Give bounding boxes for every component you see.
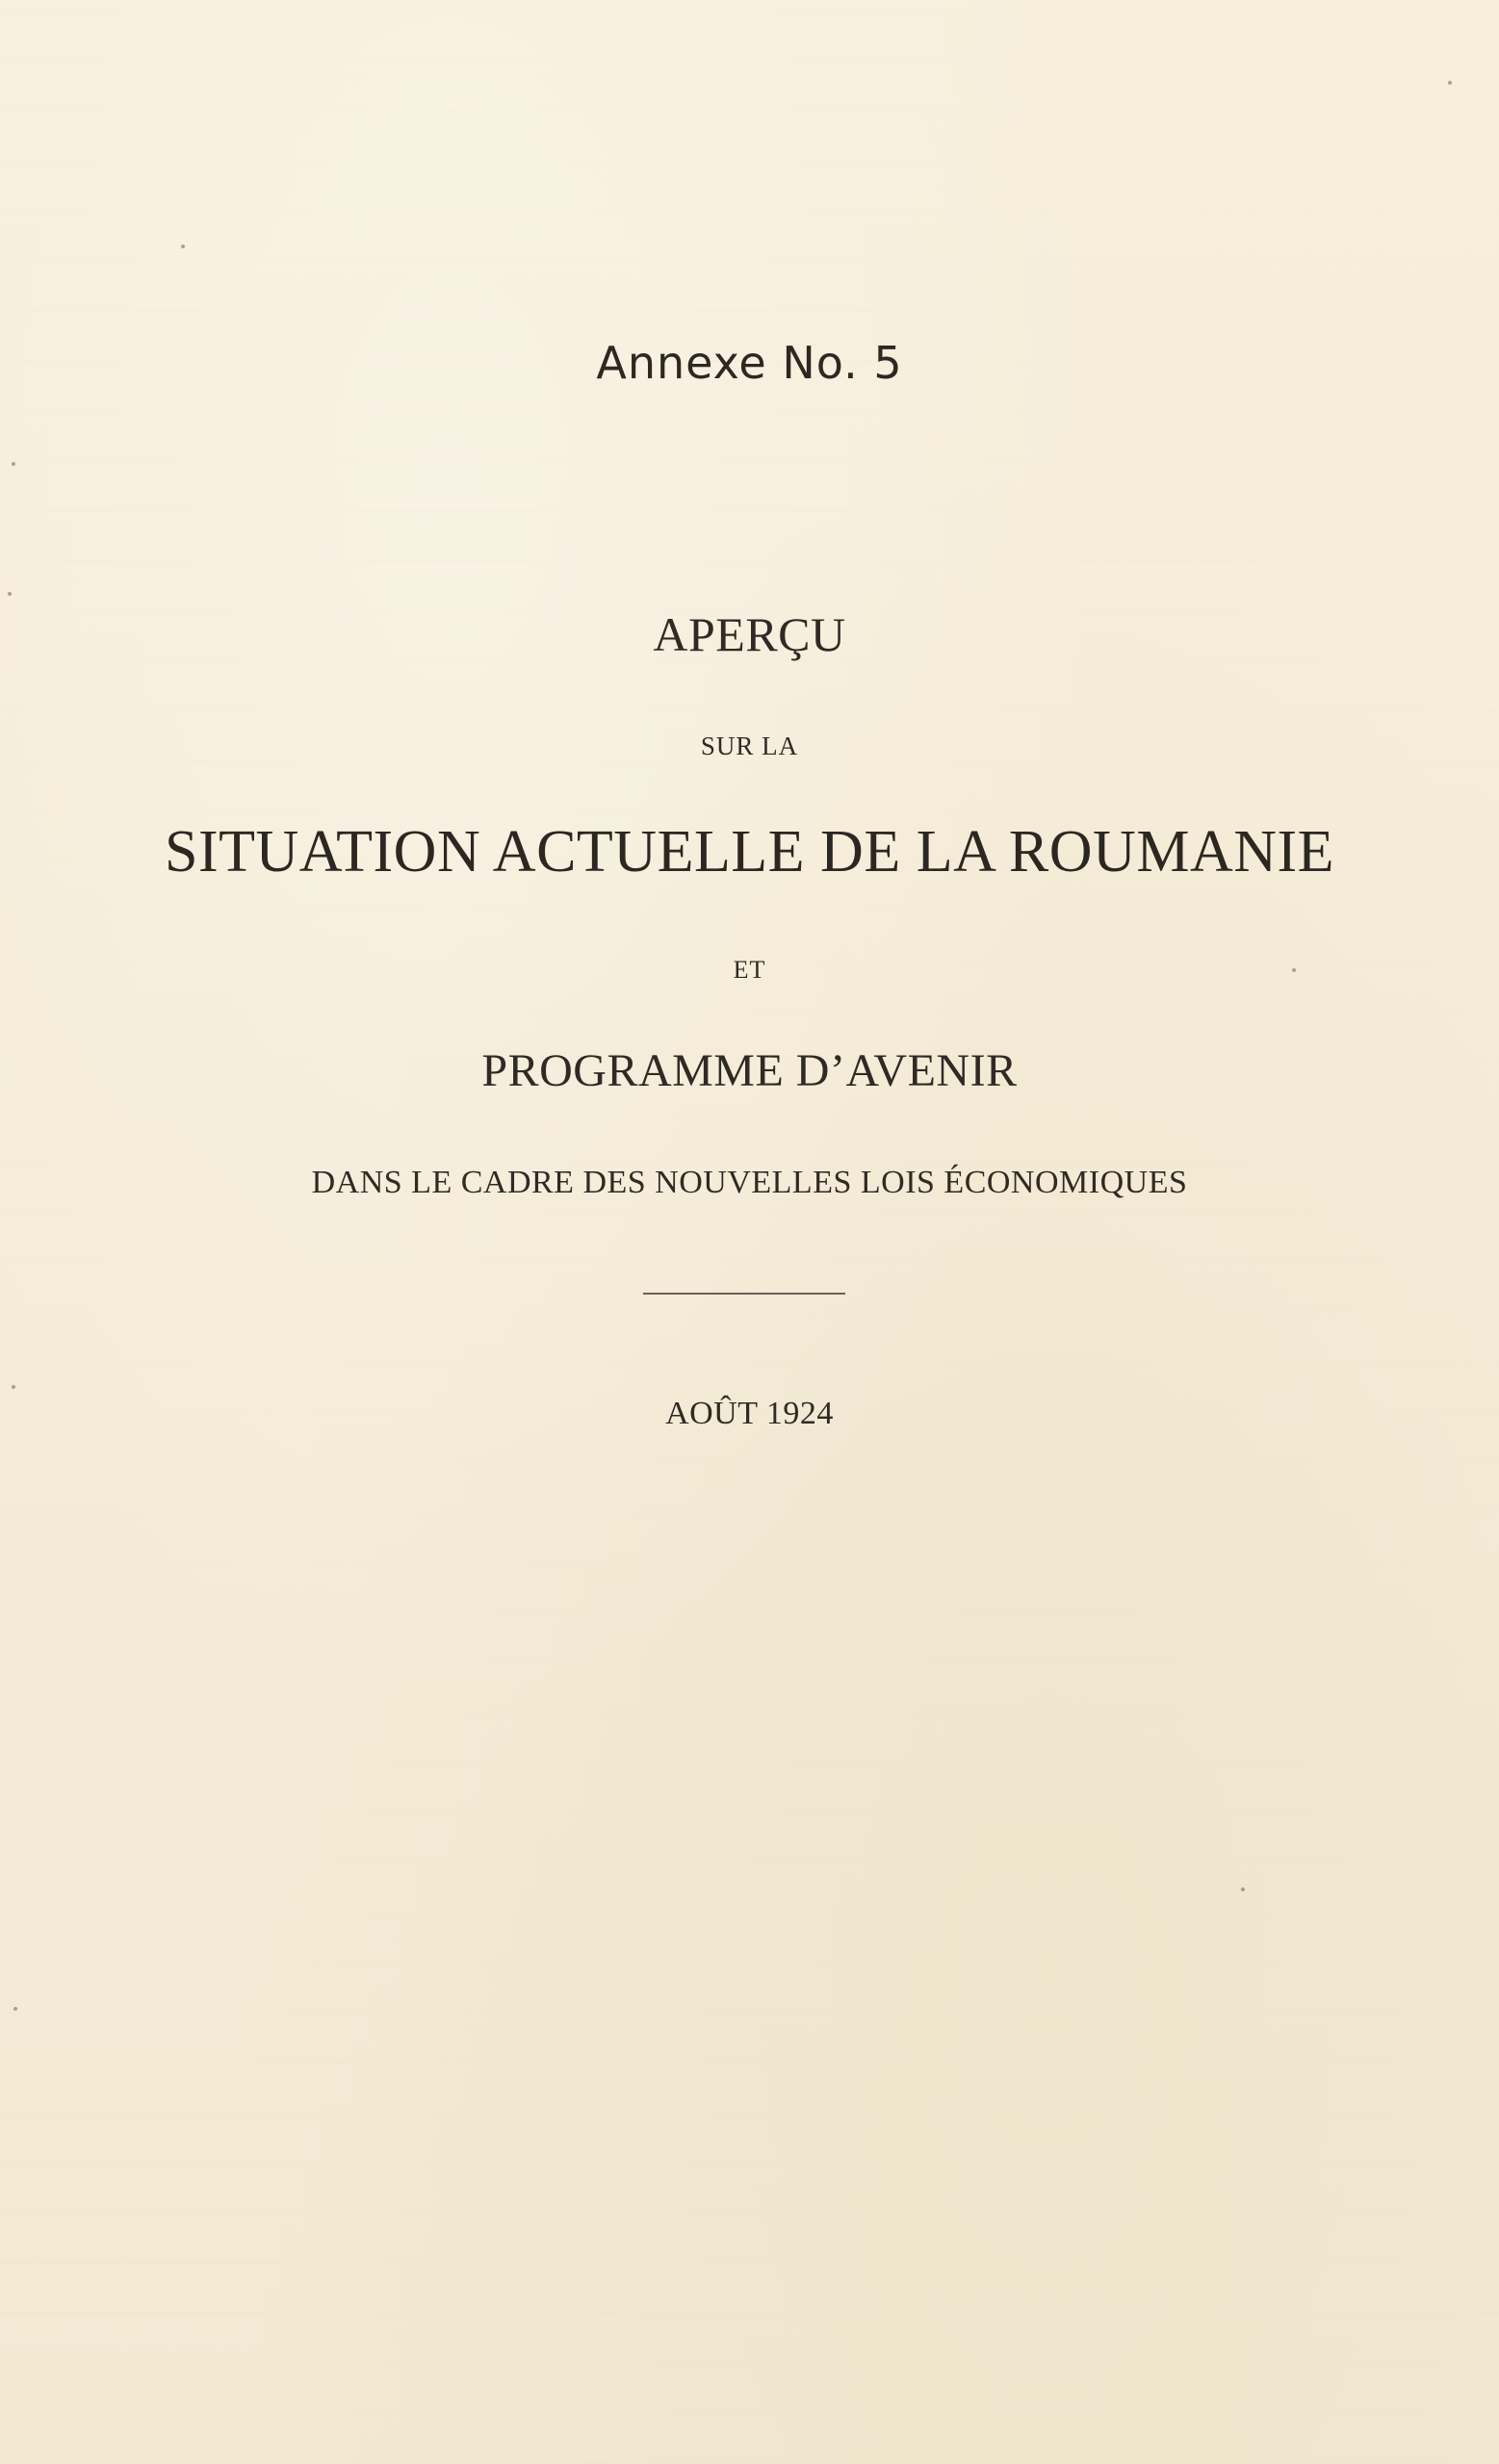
- main-title: SITUATION ACTUELLE DE LA ROUMANIE: [164, 819, 1335, 885]
- paper-speck: [181, 244, 185, 248]
- conjunction: ET: [733, 956, 766, 984]
- subtitle: PROGRAMME D’AVENIR: [481, 1045, 1018, 1096]
- paper-speck: [12, 1385, 15, 1389]
- heading-sur: SUR LA: [700, 732, 799, 760]
- paper-speck: [1448, 81, 1452, 85]
- publication-date: AOÛT 1924: [665, 1396, 834, 1431]
- paper-speck: [12, 462, 15, 466]
- paper-speck: [1241, 1887, 1245, 1891]
- paper-speck: [8, 592, 12, 596]
- annex-label: Annexe No. 5: [596, 337, 903, 389]
- divider-rule: [643, 1293, 845, 1295]
- heading-top: APERÇU: [653, 607, 846, 661]
- framework-line: DANS LE CADRE DES NOUVELLES LOIS ÉCONOMIQUES: [311, 1165, 1188, 1200]
- paper-speck: [13, 2007, 17, 2011]
